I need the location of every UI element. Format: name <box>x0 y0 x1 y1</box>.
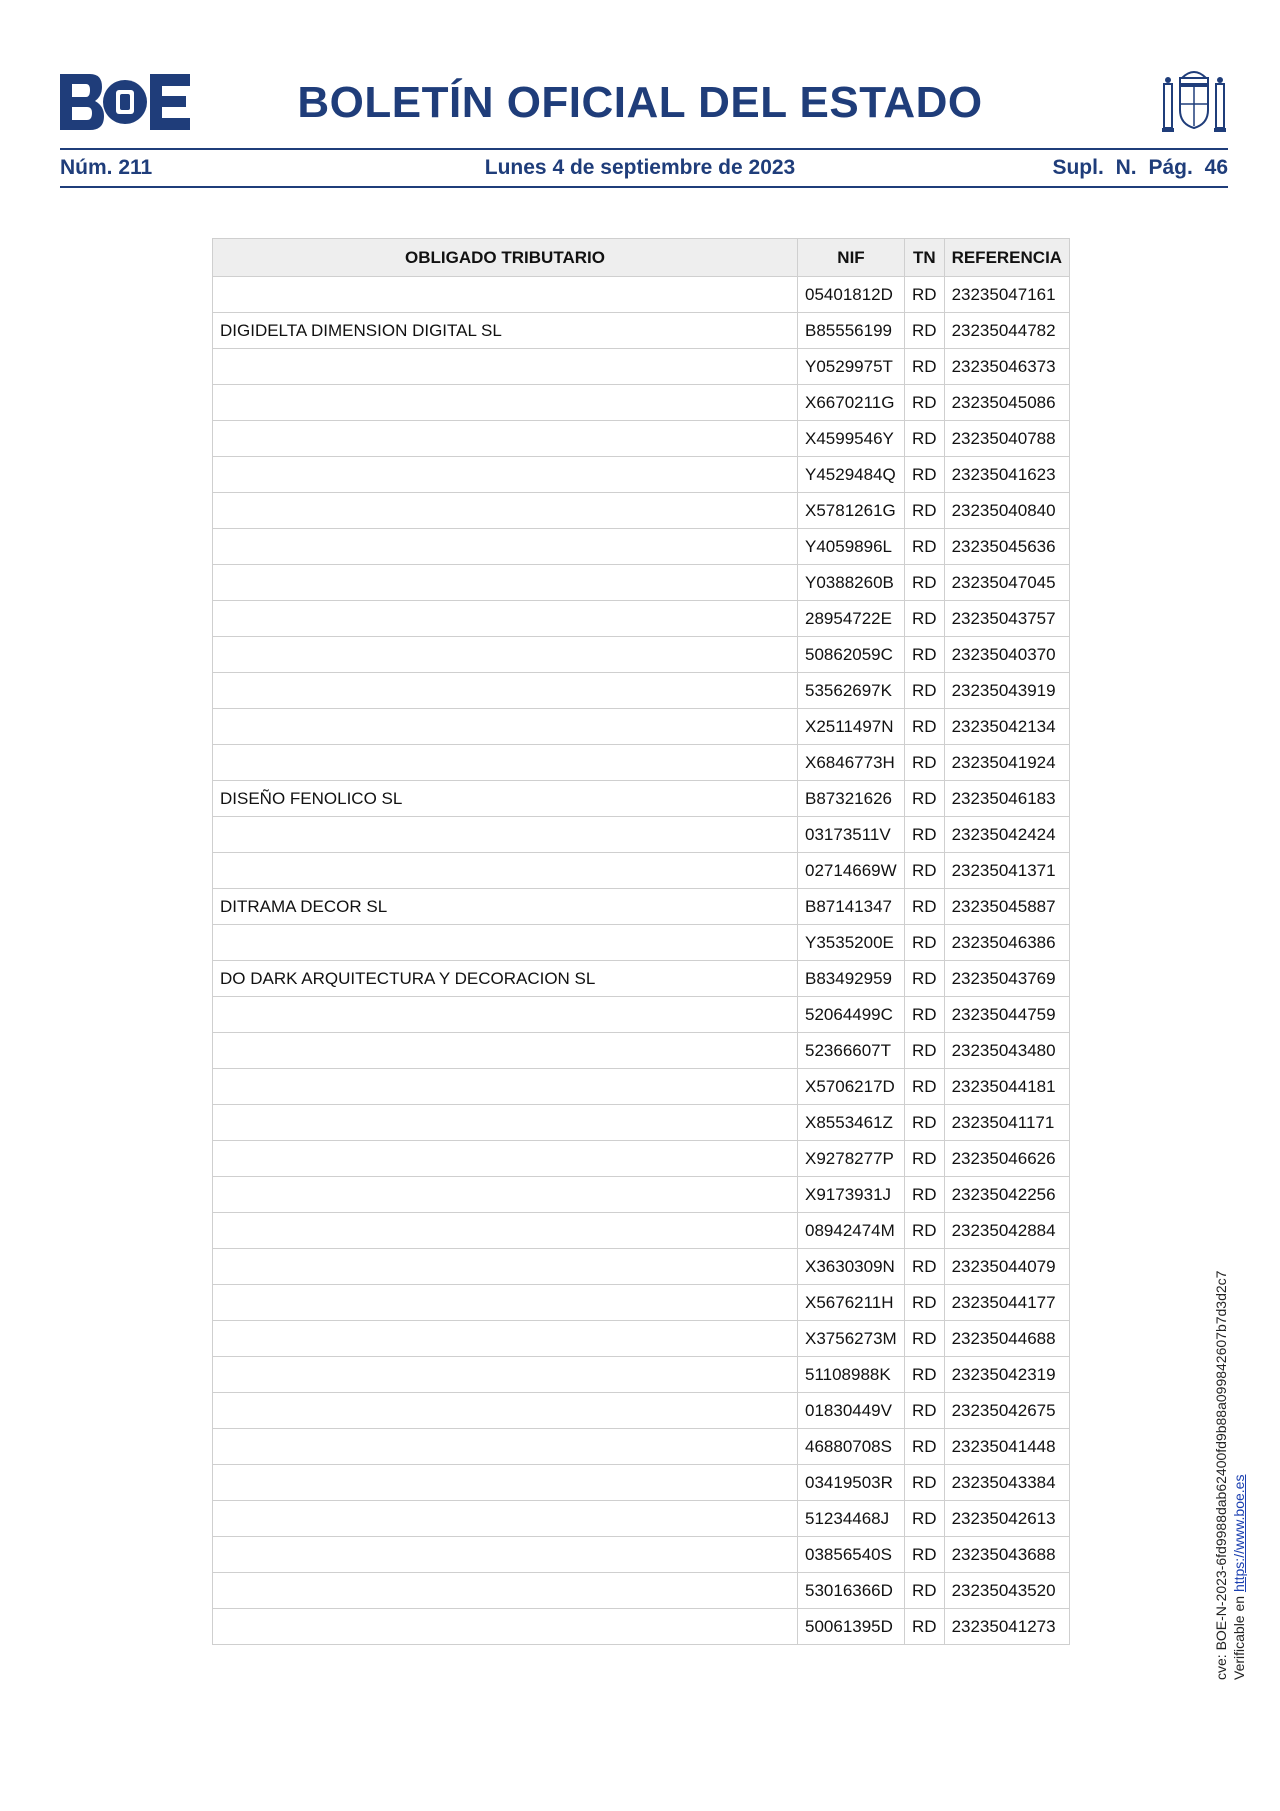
table-header-row <box>213 239 1070 277</box>
cell-obligado <box>213 709 798 745</box>
table-body <box>213 277 1070 1645</box>
cell-tn: RD <box>905 817 945 853</box>
table-row <box>213 781 1070 817</box>
cell-referencia: 23235044181 <box>944 1069 1070 1105</box>
table-row <box>213 601 1070 637</box>
cell-referencia: 23235045636 <box>944 529 1070 565</box>
cell-nif: X3756273M <box>798 1321 905 1357</box>
cell-tn: RD <box>905 637 945 673</box>
cell-obligado <box>213 1609 798 1645</box>
cell-nif: 52064499C <box>798 997 905 1033</box>
cell-obligado <box>213 601 798 637</box>
gazette-title: BOLETÍN OFICIAL DEL ESTADO <box>297 78 983 127</box>
supplement-page: Supl. N. Pág. 46 <box>1052 156 1228 179</box>
cell-referencia: 23235041371 <box>944 853 1070 889</box>
cell-obligado <box>213 277 798 313</box>
cell-tn: RD <box>905 1249 945 1285</box>
table-row <box>213 1249 1070 1285</box>
table-row <box>213 1105 1070 1141</box>
cell-referencia: 23235046386 <box>944 925 1070 961</box>
cell-obligado <box>213 1177 798 1213</box>
cell-nif: Y4529484Q <box>798 457 905 493</box>
cell-tn: RD <box>905 1429 945 1465</box>
cell-obligado <box>213 1429 798 1465</box>
cell-tn: RD <box>905 925 945 961</box>
cell-nif: 50862059C <box>798 637 905 673</box>
cell-nif: 50061395D <box>798 1609 905 1645</box>
table-row <box>213 637 1070 673</box>
header-rule-bottom <box>60 186 1228 188</box>
boe-link[interactable]: https://www.boe.es <box>1231 1474 1247 1593</box>
table-row <box>213 1285 1070 1321</box>
cell-referencia: 23235044688 <box>944 1321 1070 1357</box>
cell-referencia: 23235043480 <box>944 1033 1070 1069</box>
table-row <box>213 961 1070 997</box>
table-row <box>213 493 1070 529</box>
cell-tn: RD <box>905 277 945 313</box>
cell-obligado <box>213 1573 798 1609</box>
cell-tn: RD <box>905 493 945 529</box>
table-row <box>213 277 1070 313</box>
cell-referencia: 23235043919 <box>944 673 1070 709</box>
cell-tn: RD <box>905 673 945 709</box>
cell-tn: RD <box>905 1105 945 1141</box>
cell-referencia: 23235045887 <box>944 889 1070 925</box>
cell-referencia: 23235042256 <box>944 1177 1070 1213</box>
cell-tn: RD <box>905 601 945 637</box>
taxpayer-table <box>212 238 1070 1645</box>
cell-tn: RD <box>905 997 945 1033</box>
cell-obligado <box>213 853 798 889</box>
cell-obligado <box>213 457 798 493</box>
cell-tn: RD <box>905 1393 945 1429</box>
cell-referencia: 23235046626 <box>944 1141 1070 1177</box>
table-row <box>213 457 1070 493</box>
cell-obligado <box>213 673 798 709</box>
cell-tn: RD <box>905 1177 945 1213</box>
table-row <box>213 1357 1070 1393</box>
cell-nif: Y0529975T <box>798 349 905 385</box>
cell-referencia: 23235041448 <box>944 1429 1070 1465</box>
cell-nif: B87321626 <box>798 781 905 817</box>
table-row <box>213 565 1070 601</box>
cell-obligado <box>213 493 798 529</box>
cell-nif: X8553461Z <box>798 1105 905 1141</box>
cell-obligado <box>213 1033 798 1069</box>
cell-tn: RD <box>905 1357 945 1393</box>
cell-tn: RD <box>905 1501 945 1537</box>
cell-nif: Y4059896L <box>798 529 905 565</box>
verification-text <box>1212 1271 1248 1680</box>
cell-tn: RD <box>905 889 945 925</box>
cell-referencia: 23235042675 <box>944 1393 1070 1429</box>
table-row <box>213 817 1070 853</box>
cell-referencia: 23235043757 <box>944 601 1070 637</box>
cell-referencia: 23235040840 <box>944 493 1070 529</box>
coat-of-arms-icon <box>1160 64 1228 136</box>
cell-obligado <box>213 997 798 1033</box>
cell-nif: B85556199 <box>798 313 905 349</box>
cell-referencia: 23235046183 <box>944 781 1070 817</box>
table-row <box>213 1177 1070 1213</box>
table-row <box>213 421 1070 457</box>
cell-tn: RD <box>905 1465 945 1501</box>
table-row <box>213 1429 1070 1465</box>
cell-referencia: 23235044079 <box>944 1249 1070 1285</box>
table-row <box>213 1609 1070 1645</box>
table-row <box>213 1321 1070 1357</box>
cell-nif: X9173931J <box>798 1177 905 1213</box>
cell-obligado: DIGIDELTA DIMENSION DIGITAL SL <box>213 313 798 349</box>
cell-nif: 03173511V <box>798 817 905 853</box>
cell-tn: RD <box>905 385 945 421</box>
issue-date: Lunes 4 de septiembre de 2023 <box>484 156 796 179</box>
cell-referencia: 23235042319 <box>944 1357 1070 1393</box>
cell-nif: X3630309N <box>798 1249 905 1285</box>
cell-referencia: 23235044177 <box>944 1285 1070 1321</box>
cell-referencia: 23235041924 <box>944 745 1070 781</box>
cell-nif: 03856540S <box>798 1537 905 1573</box>
cell-tn: RD <box>905 709 945 745</box>
cell-tn: RD <box>905 421 945 457</box>
cell-tn: RD <box>905 1033 945 1069</box>
table-row <box>213 529 1070 565</box>
cell-referencia: 23235042134 <box>944 709 1070 745</box>
cell-nif: X5676211H <box>798 1285 905 1321</box>
column-header-tn: TN <box>905 239 945 277</box>
table-row <box>213 1501 1070 1537</box>
cell-referencia: 23235043520 <box>944 1573 1070 1609</box>
cell-obligado <box>213 637 798 673</box>
cell-obligado <box>213 1357 798 1393</box>
cell-referencia: 23235046373 <box>944 349 1070 385</box>
table-row <box>213 313 1070 349</box>
cell-tn: RD <box>905 1609 945 1645</box>
cell-tn: RD <box>905 1141 945 1177</box>
cell-tn: RD <box>905 529 945 565</box>
table-row <box>213 853 1070 889</box>
cell-tn: RD <box>905 565 945 601</box>
cell-obligado <box>213 1213 798 1249</box>
cell-tn: RD <box>905 781 945 817</box>
table-row <box>213 1465 1070 1501</box>
cell-nif: B83492959 <box>798 961 905 997</box>
cell-tn: RD <box>905 1537 945 1573</box>
cell-nif: X6670211G <box>798 385 905 421</box>
cell-nif: Y3535200E <box>798 925 905 961</box>
cell-nif: Y0388260B <box>798 565 905 601</box>
cell-nif: 03419503R <box>798 1465 905 1501</box>
cell-nif: 51108988K <box>798 1357 905 1393</box>
table-row <box>213 925 1070 961</box>
cell-referencia: 23235041171 <box>944 1105 1070 1141</box>
cell-obligado <box>213 529 798 565</box>
cell-nif: B87141347 <box>798 889 905 925</box>
verifiable-line <box>1230 1271 1248 1680</box>
table-row <box>213 349 1070 385</box>
cell-referencia: 23235042424 <box>944 817 1070 853</box>
cell-obligado <box>213 1393 798 1429</box>
column-header-obligado: OBLIGADO TRIBUTARIO <box>213 239 798 277</box>
table-row <box>213 673 1070 709</box>
cell-nif: 46880708S <box>798 1429 905 1465</box>
table-row <box>213 1069 1070 1105</box>
cell-obligado: DISEÑO FENOLICO SL <box>213 781 798 817</box>
cell-tn: RD <box>905 1285 945 1321</box>
cell-obligado <box>213 1249 798 1285</box>
table-row <box>213 1213 1070 1249</box>
cell-nif: 53562697K <box>798 673 905 709</box>
cell-nif: X2511497N <box>798 709 905 745</box>
cell-nif: X5781261G <box>798 493 905 529</box>
cell-tn: RD <box>905 1069 945 1105</box>
cell-tn: RD <box>905 961 945 997</box>
cve-code: cve: BOE-N-2023-6fd9988dab62400fd9b88a099842607b7d3d2c7 <box>1213 1270 1229 1680</box>
cell-obligado <box>213 1465 798 1501</box>
cell-obligado: DO DARK ARQUITECTURA Y DECORACION SL <box>213 961 798 997</box>
cell-referencia: 23235043688 <box>944 1537 1070 1573</box>
cell-nif: 52366607T <box>798 1033 905 1069</box>
boe-logo <box>60 74 190 130</box>
cell-obligado <box>213 1501 798 1537</box>
cell-obligado <box>213 1537 798 1573</box>
cell-nif: X6846773H <box>798 745 905 781</box>
cell-obligado <box>213 1105 798 1141</box>
table-row <box>213 709 1070 745</box>
cell-referencia: 23235042613 <box>944 1501 1070 1537</box>
cell-referencia: 23235045086 <box>944 385 1070 421</box>
cell-obligado <box>213 349 798 385</box>
cell-obligado <box>213 745 798 781</box>
cell-nif: 01830449V <box>798 1393 905 1429</box>
issue-number: Núm. 211 <box>60 156 153 179</box>
cell-referencia: 23235044759 <box>944 997 1070 1033</box>
cell-tn: RD <box>905 853 945 889</box>
header-rule-top <box>60 148 1228 150</box>
cell-referencia: 23235043769 <box>944 961 1070 997</box>
table-row <box>213 1537 1070 1573</box>
table-row <box>213 1573 1070 1609</box>
cell-nif: X9278277P <box>798 1141 905 1177</box>
cell-nif: 02714669W <box>798 853 905 889</box>
cell-obligado <box>213 817 798 853</box>
cell-obligado <box>213 1069 798 1105</box>
cell-obligado: DITRAMA DECOR SL <box>213 889 798 925</box>
table-row <box>213 385 1070 421</box>
cell-referencia: 23235041623 <box>944 457 1070 493</box>
column-header-nif: NIF <box>798 239 905 277</box>
cell-referencia: 23235044782 <box>944 313 1070 349</box>
cell-obligado <box>213 385 798 421</box>
cell-tn: RD <box>905 457 945 493</box>
cell-obligado <box>213 421 798 457</box>
cell-nif: 08942474M <box>798 1213 905 1249</box>
cell-referencia: 23235043384 <box>944 1465 1070 1501</box>
table-row <box>213 889 1070 925</box>
table-row <box>213 1393 1070 1429</box>
cell-referencia: 23235047045 <box>944 565 1070 601</box>
cell-nif: X5706217D <box>798 1069 905 1105</box>
cell-nif: 28954722E <box>798 601 905 637</box>
cell-obligado <box>213 1321 798 1357</box>
cell-nif: 51234468J <box>798 1501 905 1537</box>
cell-obligado <box>213 565 798 601</box>
table-row <box>213 745 1070 781</box>
cell-tn: RD <box>905 1321 945 1357</box>
cell-nif: 53016366D <box>798 1573 905 1609</box>
cell-tn: RD <box>905 745 945 781</box>
verifiable-prefix: Verificable en <box>1231 1592 1247 1680</box>
table-row <box>213 1033 1070 1069</box>
column-header-referencia: REFERENCIA <box>944 239 1070 277</box>
cell-tn: RD <box>905 313 945 349</box>
table-row <box>213 1141 1070 1177</box>
cell-referencia: 23235041273 <box>944 1609 1070 1645</box>
cell-tn: RD <box>905 1573 945 1609</box>
cell-tn: RD <box>905 1213 945 1249</box>
cell-obligado <box>213 1285 798 1321</box>
cell-referencia: 23235040370 <box>944 637 1070 673</box>
cell-obligado <box>213 925 798 961</box>
cell-obligado <box>213 1141 798 1177</box>
cell-referencia: 23235042884 <box>944 1213 1070 1249</box>
cell-tn: RD <box>905 349 945 385</box>
cell-nif: 05401812D <box>798 277 905 313</box>
cell-nif: X4599546Y <box>798 421 905 457</box>
cell-referencia: 23235040788 <box>944 421 1070 457</box>
cell-referencia: 23235047161 <box>944 277 1070 313</box>
table-row <box>213 997 1070 1033</box>
